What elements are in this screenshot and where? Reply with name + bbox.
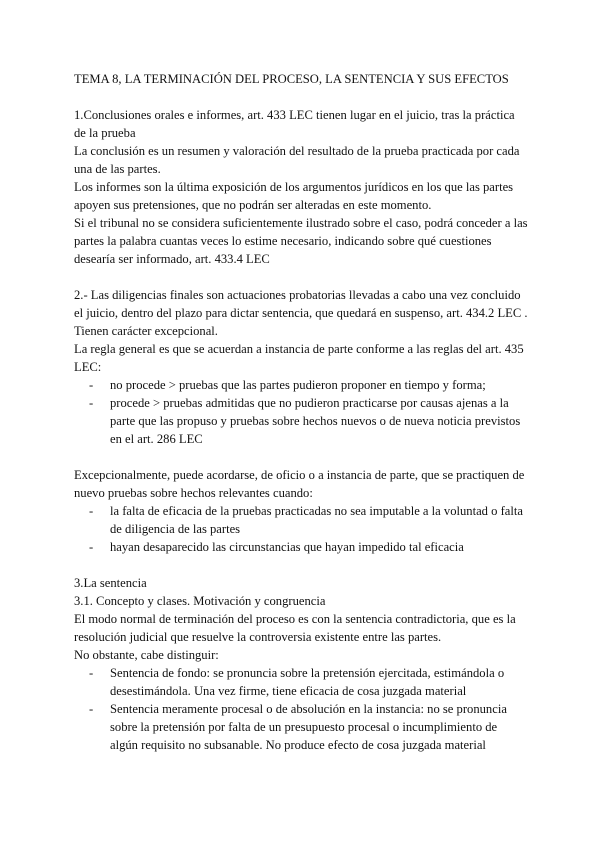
section2-paragraph-excepcion: Excepcionalmente, puede acordarse, de oficio o a instancia de parte, que se practiquen de nuevo pruebas sobre hechos relevantes cuando: xyxy=(74,468,525,500)
section3-subheading: 3.1. Concepto y clases. Motivación y congruencia xyxy=(74,594,326,608)
section3-paragraph-modo-normal: El modo normal de terminación del proceso es con la sentencia contradictoria, que es la resolución judicial que resuelve la controversia existente entre las partes. xyxy=(74,612,516,644)
paragraph-gap xyxy=(74,556,528,574)
dash-bullet: - xyxy=(89,702,94,716)
document-body xyxy=(74,70,528,754)
list-item xyxy=(74,538,528,556)
document-title: TEMA 8, LA TERMINACIÓN DEL PROCESO, LA SENTENCIA Y SUS EFECTOS xyxy=(74,72,509,86)
dash-bullet: - xyxy=(89,504,94,518)
section-diligencias-finales xyxy=(74,286,528,556)
excepcion-list xyxy=(74,502,528,556)
list-item xyxy=(74,394,528,448)
section-conclusiones xyxy=(74,106,528,268)
list-item-text: Sentencia meramente procesal o de absolución en la instancia: no se pronuncia sobre la pretensión por falta de un presupuesto procesal o incumplimiento de algún requisito no subsanable. No produce efecto de cosa juzgada material xyxy=(110,702,507,752)
regla-general-list xyxy=(74,376,528,448)
dash-bullet: - xyxy=(89,378,94,392)
list-item-text: la falta de eficacia de la pruebas practicadas no sea imputable a la voluntad o falta de diligencia de las partes xyxy=(110,504,523,536)
list-item xyxy=(74,700,528,754)
dash-bullet: - xyxy=(89,540,94,554)
list-item xyxy=(74,502,528,538)
sentencia-types-list xyxy=(74,664,528,754)
dash-bullet: - xyxy=(89,396,94,410)
section2-paragraph-intro: 2.- Las diligencias finales son actuaciones probatorias llevadas a cabo una vez concluido el juicio, dentro del plazo para dictar sentencia, que quedará en suspenso, art. 434.2 LEC . Tienen carácter excepcional. xyxy=(74,288,528,338)
section3-paragraph-distinguir: No obstante, cabe distinguir: xyxy=(74,648,219,662)
list-item-text: no procede > pruebas que las partes pudieron proponer en tiempo y forma; xyxy=(110,378,486,392)
section1-paragraph-tribunal: Si el tribunal no se considera suficientemente ilustrado sobre el caso, podrá conceder a las partes la palabra cuantas veces lo estime necesario, indicando sobre qué cuestiones desearía ser informado, art. 433.4 LEC xyxy=(74,216,528,266)
list-item-text: Sentencia de fondo: se pronuncia sobre la pretensión ejercitada, estimándola o desestimándola. Una vez firme, tiene eficacia de cosa juzgada material xyxy=(110,666,505,698)
section-sentencia xyxy=(74,574,528,754)
list-item-text: procede > pruebas admitidas que no pudieron practicarse por causas ajenas a la parte que las propuso y pruebas sobre hechos nuevos o de nueva noticia previstos en el art. 286 LEC xyxy=(110,396,521,446)
section1-heading-paragraph: 1.Conclusiones orales e informes, art. 433 LEC tienen lugar en el juicio, tras la práctica de la prueba xyxy=(74,108,515,140)
list-item xyxy=(74,376,528,394)
dash-bullet: - xyxy=(89,666,94,680)
list-item xyxy=(74,664,528,700)
section1-paragraph-conclusion: La conclusión es un resumen y valoración del resultado de la prueba practicada por cada una de las partes. xyxy=(74,144,520,176)
paragraph-gap xyxy=(74,448,528,466)
paragraph-gap xyxy=(74,268,528,286)
section1-paragraph-informes: Los informes son la última exposición de los argumentos jurídicos en los que las partes apoyen sus pretensiones, que no podrán ser alteradas en este momento. xyxy=(74,180,514,212)
section3-heading: 3.La sentencia xyxy=(74,576,147,590)
section2-paragraph-regla: La regla general es que se acuerdan a instancia de parte conforme a las reglas del art. 435 LEC: xyxy=(74,342,524,374)
list-item-text: hayan desaparecido las circunstancias que hayan impedido tal eficacia xyxy=(110,540,464,554)
